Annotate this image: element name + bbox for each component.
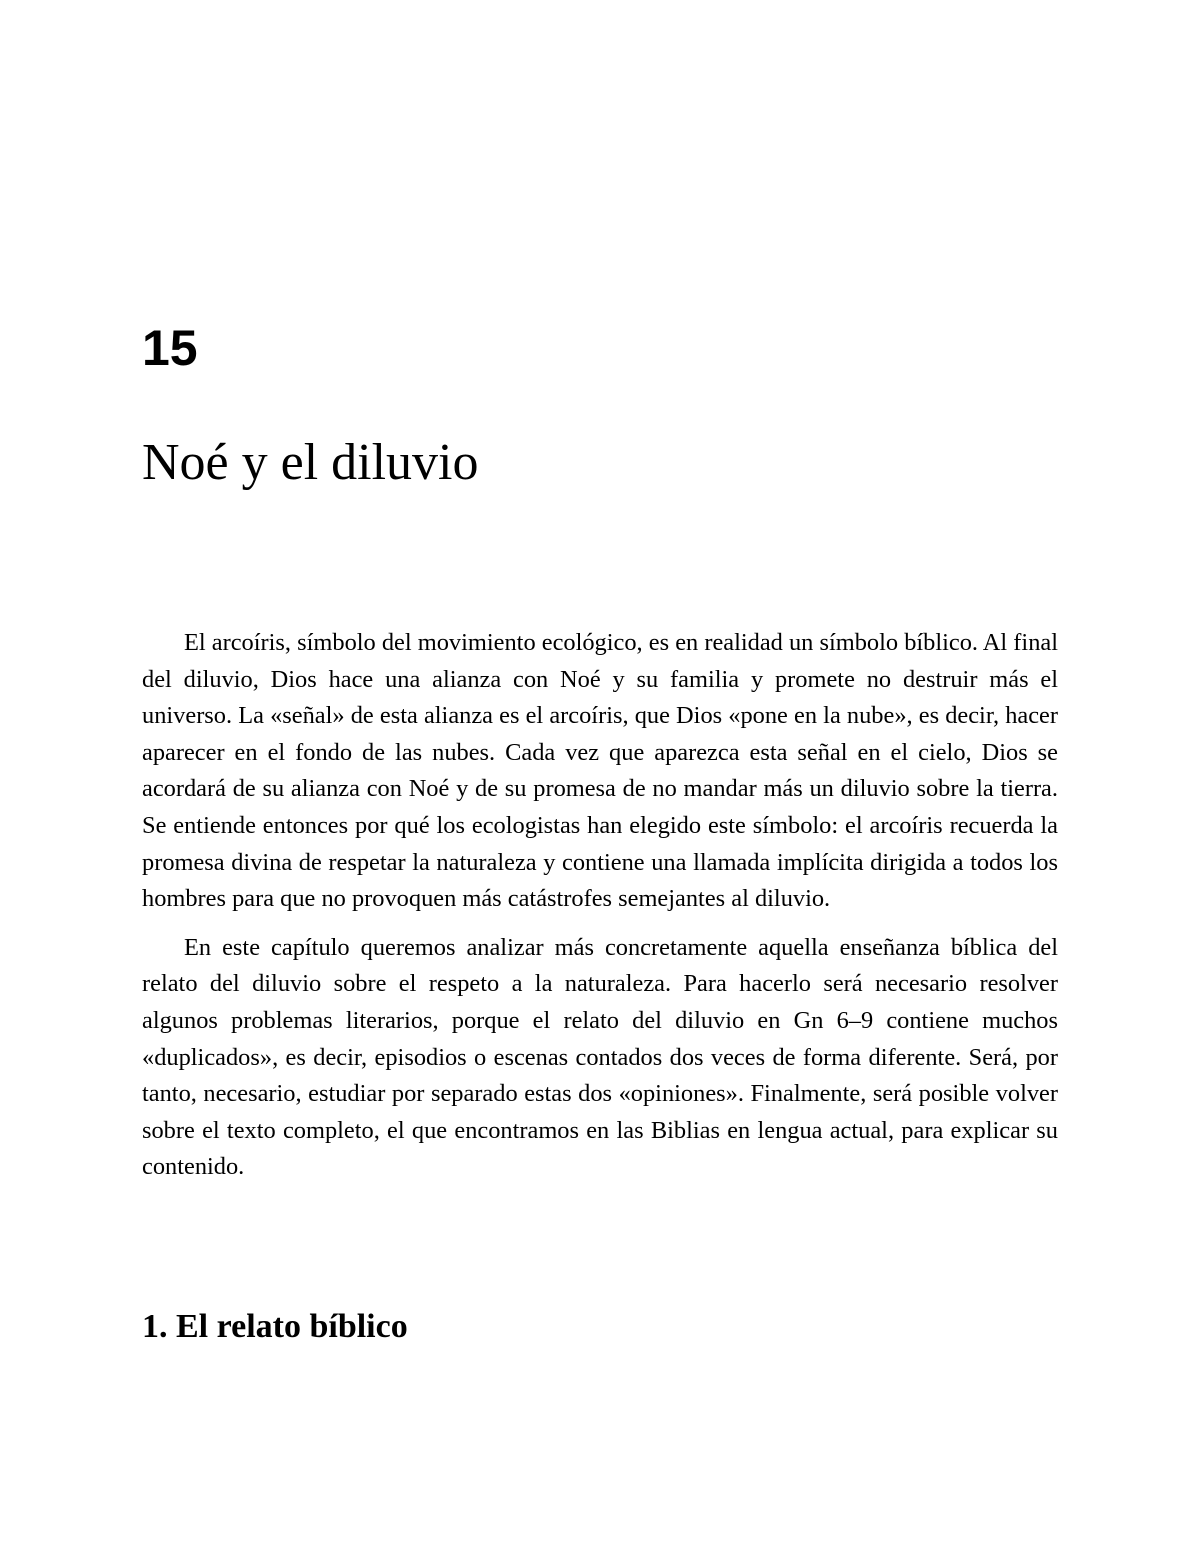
section-heading: 1. El relato bíblico	[142, 1308, 408, 1345]
paragraph-2: En este capítulo queremos analizar más concretamente aquella enseñanza bíblica del relato del diluvio sobre el respeto a la naturaleza. Para hacerlo será necesario resolver algunos problemas literarios, porque el relato del diluvio en Gn 6–9 contiene muchos «duplicados», es decir, episodios o escenas contados dos veces de forma diferente. Será, por tanto, necesario, estudiar por separado estas dos «opiniones». Finalmente, será posible volver sobre el texto completo, el que encontramos en las Biblias en lengua actual, para explicar su contenido.	[142, 933, 1058, 1181]
chapter-body	[142, 625, 1058, 1198]
chapter-number: 15	[142, 320, 198, 376]
paragraph-1: El arcoíris, símbolo del movimiento ecológico, es en realidad un símbolo bíblico. Al final del diluvio, Dios hace una alianza con Noé y su familia y promete no destruir más el universo. La «señal» de esta alianza es el arcoíris, que Dios «pone en la nube», es decir, hacer aparecer en el fondo de las nubes. Cada vez que aparezca esta señal en el cielo, Dios se acordará de su alianza con Noé y de su promesa de no mandar más un diluvio sobre la tierra. Se entiende entonces por qué los ecologistas han elegido este símbolo: el arcoíris recuerda la promesa divina de respetar la naturaleza y contiene una llamada implícita dirigida a todos los hombres para que no provoquen más catástrofes semejantes al diluvio.	[142, 629, 1058, 913]
book-page	[142, 0, 1058, 1553]
chapter-title: Noé y el diluvio	[142, 434, 479, 491]
